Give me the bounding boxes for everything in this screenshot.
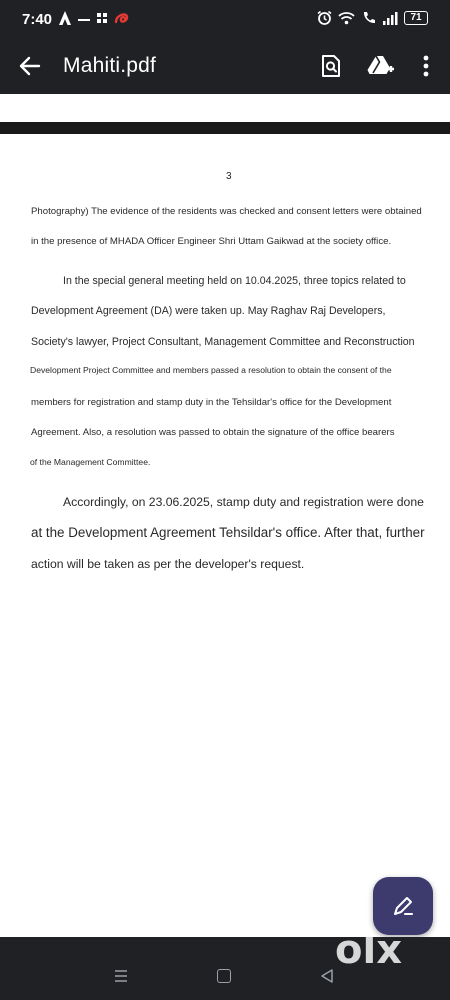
volte-call-icon — [361, 10, 377, 26]
app-a-icon — [58, 10, 72, 26]
text-line: In the special general meeting held on 10.04.2025, three topics related to — [63, 275, 406, 287]
page-number: 3 — [226, 171, 232, 182]
dash-icon — [78, 10, 90, 26]
status-right-icons — [317, 10, 428, 26]
status-time: 7:40 — [22, 11, 53, 28]
text-line: of the Management Committee. — [30, 457, 151, 467]
battery-indicator: 71 — [404, 11, 428, 25]
nav-back-icon[interactable] — [320, 968, 334, 984]
drive-add-icon[interactable] — [367, 53, 395, 79]
text-line: Society's lawyer, Project Consultant, Management Committee and Reconstruction — [31, 336, 415, 348]
status-bar — [0, 0, 450, 38]
text-line: Agreement. Also, a resolution was passed to obtain the signature of the office bearers — [31, 427, 395, 438]
pdf-page — [0, 134, 450, 937]
more-vert-icon[interactable] — [416, 53, 436, 79]
alarm-icon — [317, 10, 332, 26]
olx-watermark — [335, 927, 417, 971]
previous-page-edge — [0, 94, 450, 122]
text-line: in the presence of MHADA Officer Engineer Shri Uttam Gaikwad at the society office. — [31, 236, 392, 247]
text-line: action will be taken as per the developer's request. — [31, 557, 305, 571]
grid-dots-icon — [96, 10, 108, 26]
status-left-icons — [58, 10, 130, 26]
text-line: Photography) The evidence of the residents was checked and consent letters were obtained — [31, 206, 422, 217]
app-bar — [0, 38, 450, 94]
document-title: Mahiti.pdf — [63, 54, 157, 77]
wifi-icon — [338, 10, 355, 26]
text-line: Development Project Committee and members passed a resolution to obtain the consent of the — [30, 365, 392, 375]
text-line: Development Agreement (DA) were taken up. May Raghav Raj Developers, — [31, 305, 386, 317]
search-in-doc-icon[interactable] — [318, 53, 344, 79]
back-arrow-icon[interactable] — [16, 52, 44, 80]
home-icon[interactable] — [217, 969, 231, 983]
text-line: at the Development Agreement Tehsildar's office. After that, further — [31, 525, 425, 540]
text-line: Accordingly, on 23.06.2025, stamp duty and registration were done — [63, 495, 424, 509]
recents-icon[interactable] — [114, 969, 128, 983]
edit-pen-icon — [391, 894, 415, 918]
page-separator — [0, 122, 450, 134]
signal-icon — [383, 10, 398, 26]
svg-text:olx: olx — [335, 927, 402, 971]
airtel-icon — [114, 10, 130, 26]
text-line: members for registration and stamp duty in the Tehsildar's office for the Development — [31, 397, 392, 408]
